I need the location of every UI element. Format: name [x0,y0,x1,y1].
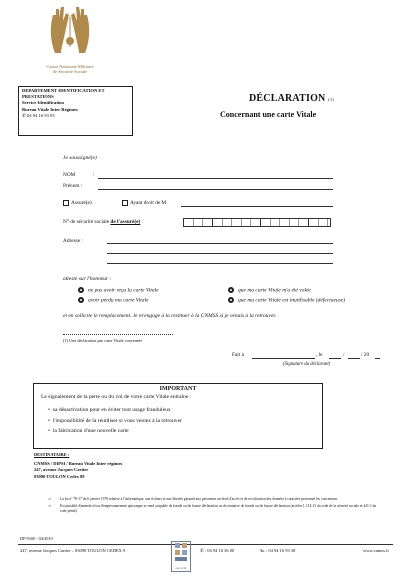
department-box [18,86,133,136]
radio-volee[interactable] [228,287,234,293]
important-item-text: la fabrication d'une nouvelle carte [52,428,129,434]
dept-line4: Bureau Vitale Inter Régimes [22,106,78,112]
footnote-separator [63,334,173,335]
destinataire-line3: 83090 TOULON Cedex 09 [34,473,85,479]
option-non-recue[interactable] [78,287,159,293]
footer-address: 247, avenue Jacques Cartier – 83090 TOULON CEDEX 9 [20,548,126,553]
logo-line2: de Sécurité Sociale [52,69,88,74]
ayant-droit-checkbox[interactable] [122,200,128,206]
option-non-recue-label: ne pas avoir reçu la carte Vitale [88,287,159,294]
legal-note-1 [48,497,378,502]
option-volee[interactable] [228,287,311,293]
secu-label-underlined: de l'assuré(e) [110,219,141,225]
qualite-icon [174,542,188,562]
footer-fax: ℡ : 04 94 16 93 38 [260,548,296,553]
fait-a-field[interactable] [252,358,315,359]
ayant-droit-label: Ayant droit de M [130,200,167,207]
assure-checkbox[interactable] [63,200,69,206]
page-subtitle: Concernant une carte Vitale [220,110,317,119]
important-item: • sa désactivation pour en éviter tout usage frauduleux [48,407,171,413]
important-list [48,405,322,437]
soussigne-label: Je soussigné(e) [63,155,97,161]
ayant-droit-option[interactable] [122,200,166,206]
qualite-logo [171,541,191,572]
le-label: , le [316,352,323,358]
legal-note-2 [48,504,378,514]
destinataire-line2: 247, avenue Jacques Cartier [34,467,89,473]
date-year-field[interactable] [375,358,380,359]
date-month-field[interactable] [348,358,360,359]
legal-note-1-text: La loi n° 78-17 du 6 janvier 1978 relative à l'informatique, aux fichiers et aux libertés garantit aux personnes un droit d'accès et de rectification des données à caractère personnel les concernant. [60,497,338,501]
secu-label [63,219,143,225]
nom-field[interactable] [98,178,333,179]
qualite-label: QUALITÉ [175,567,187,570]
destinataire-label: DESTINATAIRE : [34,452,70,457]
dept-line2: PRESTATIONS [22,94,54,100]
footer-rule [18,544,393,545]
option-perdue[interactable] [78,297,149,303]
important-item-text: l'impossibilité de la réutiliser si vous veniez à la retrouver [52,417,182,424]
prenom-label: Prénom : [63,183,83,189]
arrow-icon: ⇒ [48,504,52,508]
important-title: IMPORTANT [159,386,197,392]
destinataire-line1: CNMSS / DIPSI / Bureau Vitale Inter régimes [34,461,123,466]
footer-website[interactable]: www.cnmss.fr [363,548,389,553]
adresse-label: Adresse : [63,238,83,244]
ayant-droit-field[interactable] [181,206,333,207]
page-title [249,93,334,104]
fait-a-label: Fait à [232,352,244,358]
assure-label: Assuré(e) [71,200,92,207]
footnote-1: (1) Une déclaration par carte Vitale concernée [63,338,143,343]
option-defectueuse[interactable] [228,297,345,303]
date-day-field[interactable] [329,358,341,359]
arrow-icon: ⇒ [48,497,52,501]
legal-note-2-text: Est passible d'amende et/ou d'emprisonnement quiconque se rend coupable de fraude ou de fausse déclaration ou de tentative de fraude ou de fausse déclaration (articles L 114-13 du code de la sécurité sociale et 441-1 du code pénal). [60,504,377,513]
signature-label: (Signature du déclarant) [283,362,331,367]
atteste-label: atteste sur l'honneur : [63,276,112,282]
date-slash: / [343,352,345,358]
secu-label-post: : [140,219,144,225]
logo-line1: Caisse Nationale Militaire [46,64,94,69]
adresse-field-line3[interactable] [107,263,333,264]
date-year-label: / 20 [361,352,370,358]
radio-defectueuse[interactable] [228,297,234,303]
dept-phone: ✆ 04 94 16 93 93 [22,112,55,118]
important-item: • la fabrication d'une nouvelle carte [48,428,129,434]
sollicite-text: et en sollicite le remplacement. Je m'engage à la restituer à la CNMSS si je venais à la retrouver. [63,313,277,319]
option-defectueuse-label: que ma carte Vitale est inutilisable (défectueuse) [238,297,346,304]
form-reference: DP 9300 - 04/2010 [20,536,53,541]
legal-notes [48,497,378,514]
nom-colon: : [93,172,95,178]
cnmss-logo [38,3,102,77]
dept-line1: DEPARTEMENT IDENTIFICATION ET [22,88,105,93]
important-box [33,383,323,449]
nom-label: NOM [63,172,76,178]
adresse-field-line1[interactable] [107,243,333,244]
radio-non-recue[interactable] [78,287,84,293]
important-item-text: sa désactivation pour en éviter tout usage frauduleux [52,407,171,413]
adresse-field-line2[interactable] [107,253,333,254]
important-item: • l'impossibilité de la réutiliser si vous veniez à la retrouver [48,417,182,424]
option-volee-label: que ma carte Vitale m'a été volée [238,287,311,294]
title-text: DÉCLARATION [249,93,326,104]
important-intro: Le signalement de la perte ou du vol de votre carte Vitale entraîne : [41,394,192,400]
hands-emblem-icon [45,3,95,59]
secu-number-boxes[interactable] [183,218,331,227]
destinataire-address [34,461,122,480]
option-perdue-label: avoir perdu ma carte Vitale [88,297,149,304]
assure-option[interactable] [63,200,92,206]
secu-label-pre: N° de sécurité sociale [63,219,111,225]
title-note: (1) [328,97,335,102]
footer-tel: ✆ : 04 94 16 36 00 [200,548,235,553]
dept-line3: Service Identification [22,100,64,106]
radio-perdue[interactable] [78,297,84,303]
prenom-field[interactable] [98,189,333,190]
